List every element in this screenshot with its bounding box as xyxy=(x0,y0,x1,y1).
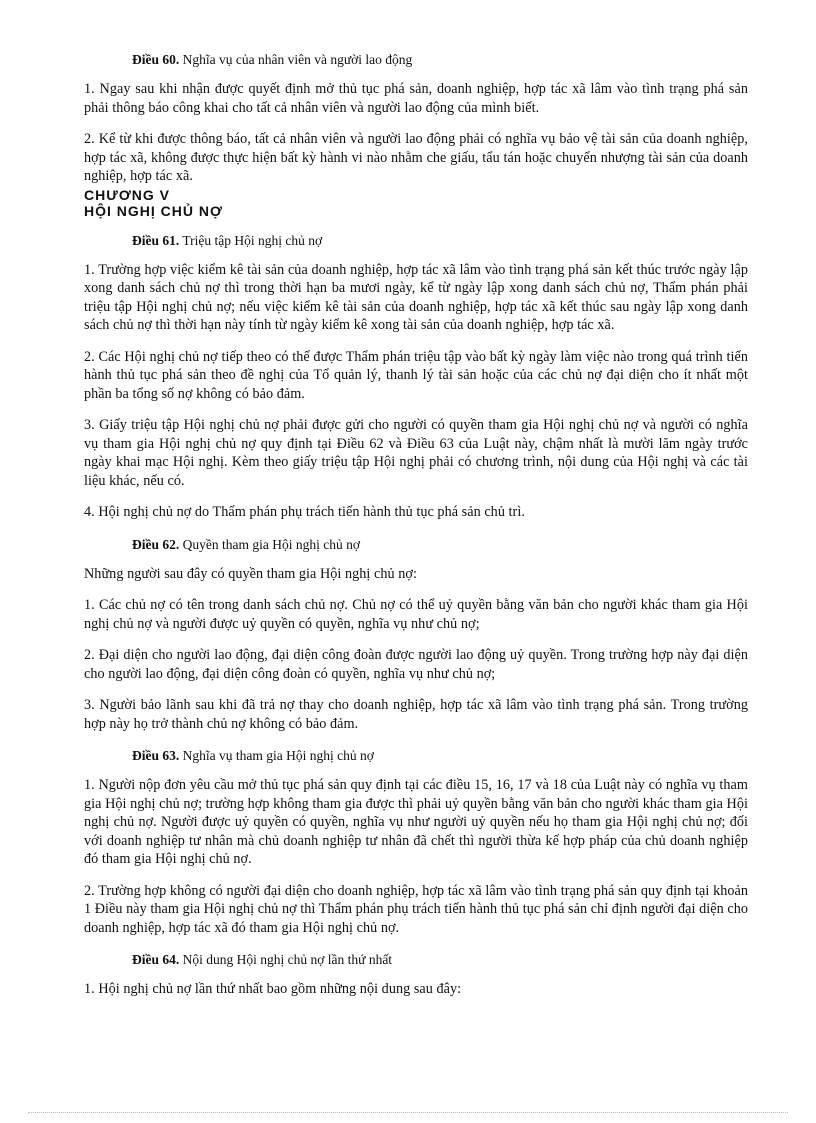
page-bottom-divider xyxy=(28,1112,788,1113)
document-page xyxy=(84,50,748,1012)
chapter-title: HỘI NGHỊ CHỦ NỢ xyxy=(84,202,223,219)
article-61-clause-3: 3. Giấy triệu tập Hội nghị chủ nợ phải được gửi cho người có quyền tham gia Hội nghị chủ nợ và người có nghĩa vụ tham gia Hội nghị chủ nợ quy định tại Điều 62 và Điều 63 của Luật này, chậm nhất là mười lăm ngày trước ngày khai mạc Hội nghị. Kèm theo giấy triệu tập Hội nghị phải có chương trình, nội dung của Hội nghị và các tài liệu khác, nếu có. xyxy=(84,417,748,489)
article-64-heading xyxy=(84,950,748,970)
article-61-clause-1: 1. Trường hợp việc kiểm kê tài sản của doanh nghiệp, hợp tác xã lâm vào tình trạng phá sản kết thúc trước ngày lập xong danh sách chủ nợ thì trong thời hạn ba mươi ngày, kể từ ngày lập xong danh sách chủ nợ, Thẩm phán phải triệu tập Hội nghị chủ nợ; nếu việc kiểm kê tài sản của doanh nghiệp, hợp tác xã kết thúc sau ngày lập xong danh sách chủ nợ thì thời hạn này tính từ ngày kiểm kê xong tài sản của doanh nghiệp, hợp tác xã. xyxy=(84,261,748,333)
article-title: Triệu tập Hội nghị chủ nợ xyxy=(179,232,323,248)
article-title: Quyền tham gia Hội nghị chủ nợ xyxy=(179,536,360,552)
article-number: Điều 64. xyxy=(132,952,180,967)
article-number: Điều 63. xyxy=(132,748,180,763)
article-61-clause-4: 4. Hội nghị chủ nợ do Thẩm phán phụ trách tiến hành thủ tục phá sản chủ trì. xyxy=(84,504,525,520)
article-60-heading xyxy=(84,50,748,70)
article-62-heading xyxy=(84,535,748,555)
article-title: Nghĩa vụ tham gia Hội nghị chủ nợ xyxy=(179,748,374,763)
article-number: Điều 60. xyxy=(132,52,180,67)
article-61-clause-2: 2. Các Hội nghị chủ nợ tiếp theo có thể được Thẩm phán triệu tập vào bất kỳ ngày làm việc nào trong quá trình tiến hành thủ tục phá sản theo đề nghị của Tổ quản lý, thanh lý tài sản hoặc của các chủ nợ đại diện cho ít nhất một phần ba tổng số nợ không có bảo đảm. xyxy=(84,348,748,402)
article-62-clause-2: 2. Đại diện cho người lao động, đại diện công đoàn được người lao động uỷ quyền. Trong trường hợp này đại diện cho người lao động, đại diện công đoàn có quyền, nghĩa vụ như chủ nợ; xyxy=(84,647,748,682)
article-63-clause-2: 2. Trường hợp không có người đại diện cho doanh nghiệp, hợp tác xã lâm vào tình trạng phá sản quy định tại khoản 1 Điều này tham gia Hội nghị chủ nợ thì Thẩm phán phụ trách tiến hành thủ tục phá sản chỉ định người đại diện cho doanh nghiệp, hợp tác xã đó tham gia Hội nghị chủ nợ. xyxy=(84,882,748,936)
article-number: Điều 62. xyxy=(132,536,180,552)
chapter-label: CHƯƠNG V xyxy=(84,186,171,203)
article-62-intro: Những người sau đây có quyền tham gia Hội nghị chủ nợ: xyxy=(84,565,417,582)
article-61-heading xyxy=(84,231,748,251)
article-title: Nghĩa vụ của nhân viên và người lao động xyxy=(179,52,413,67)
article-number: Điều 61. xyxy=(132,232,180,248)
article-64-clause-1: 1. Hội nghị chủ nợ lần thứ nhất bao gồm những nội dung sau đây: xyxy=(84,981,462,997)
article-62-clause-1: 1. Các chủ nợ có tên trong danh sách chủ nợ. Chủ nợ có thể uỷ quyền bằng văn bản cho người khác tham gia Hội nghị chủ nợ và người được uỷ quyền có quyền, nghĩa vụ như chủ nợ; xyxy=(84,597,748,632)
article-63-heading xyxy=(84,746,748,766)
article-60-clause-1: 1. Ngay sau khi nhận được quyết định mở thủ tục phá sản, doanh nghiệp, hợp tác xã lâm vào tình trạng phá sản phải thông báo công khai cho tất cả nhân viên và người lao động của mình biết. xyxy=(84,81,748,116)
article-62-clause-3: 3. Người bảo lãnh sau khi đã trả nợ thay cho doanh nghiệp, hợp tác xã lâm vào tình trạng phá sản. Trong trường hợp này họ trở thành chủ nợ không có bảo đảm. xyxy=(84,697,748,732)
article-63-clause-1: 1. Người nộp đơn yêu cầu mở thủ tục phá sản quy định tại các điều 15, 16, 17 và 18 của Luật này có nghĩa vụ tham gia Hội nghị chủ nợ; trường hợp không tham gia được thì phải uỷ quyền bằng văn bản cho người khác tham gia Hội nghị chủ nợ. Người được uỷ quyền có quyền, nghĩa vụ như người uỷ quyền nếu họ tham gia Hội nghị chủ nợ; đối với doanh nghiệp tư nhân mà chủ doanh nghiệp tư nhân đã chết thì người thừa kế hợp pháp của chủ doanh nghiệp đó tham gia Hội nghị chủ nợ. xyxy=(84,777,748,867)
article-60-clause-2: 2. Kể từ khi được thông báo, tất cả nhân viên và người lao động phải có nghĩa vụ bảo vệ tài sản của doanh nghiệp, hợp tác xã, không được thực hiện bất kỳ hành vi nào nhằm che giấu, tẩu tán hoặc chuyển nhượng tài sản của doanh nghiệp, hợp tác xã. xyxy=(84,131,748,184)
article-title: Nội dung Hội nghị chủ nợ lần thứ nhất xyxy=(179,952,393,967)
